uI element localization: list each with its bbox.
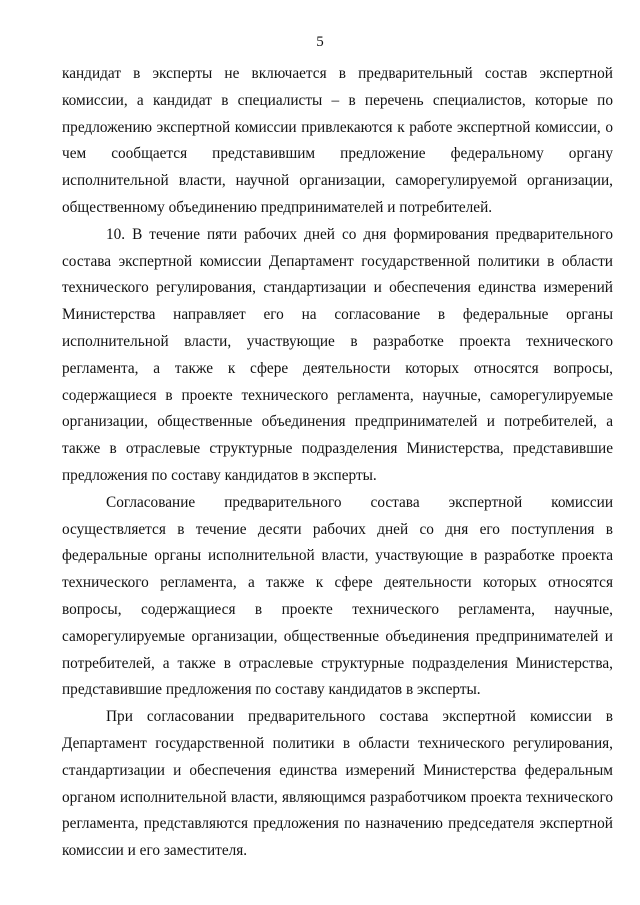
paragraph-continuation: кандидат в эксперты не включается в предварительный состав экспертной комиссии, а кандидат в специалисты – в перечень специалистов, которые по предложению экспертной комиссии привлекаются к работе экспертной комиссии, о чем сообщается представившим предложение федеральному органу исполнительной власти, научной организации, саморегулируемой организации, общественному объединению предпринимателей и потребителей. xyxy=(62,65,613,216)
paragraph-approval-period: Согласование предварительного состава экспертной комиссии осуществляется в течение десяти рабочих дней со дня его поступления в федеральные органы исполнительной власти, участвующие в разработке проекта технического регламента, а также к сфере деятельности которых относятся вопросы, содержащиеся в проекте технического регламента, научные, саморегулируемые организации, общественные объединения предпринимателей и потребителей, а также в отраслевые структурные подразделения Министерства, представившие предложения по составу кандидатов в эксперты. xyxy=(62,493,613,699)
page-number: 5 xyxy=(316,34,324,50)
document-body xyxy=(62,61,613,865)
paragraph-item-10: 10. В течение пяти рабочих дней со дня формирования предварительного состава экспертной комиссии Департамент государственной политики в области технического регулирования, стандартизации и обеспечения единства измерений Министерства направляет его на согласование в федеральные органы исполнительной власти, участвующие в разработке проекта технического регламента, а также к сфере деятельности которых относятся вопросы, содержащиеся в проекте технического регламента, научные, саморегулируемые организации, общественные объединения предпринимателей и потребителей, а также в отраслевые структурные подразделения Министерства, представившие предложения по составу кандидатов в эксперты. xyxy=(62,225,613,484)
paragraph-chair-proposal: При согласовании предварительного состава экспертной комиссии в Департамент государственной политики в области технического регулирования, стандартизации и обеспечения единства измерений Министерства федеральным органом исполнительной власти, являющимся разработчиком проекта технического регламента, представляются предложения по назначению председателя экспертной комиссии и его заместителя. xyxy=(62,708,613,860)
